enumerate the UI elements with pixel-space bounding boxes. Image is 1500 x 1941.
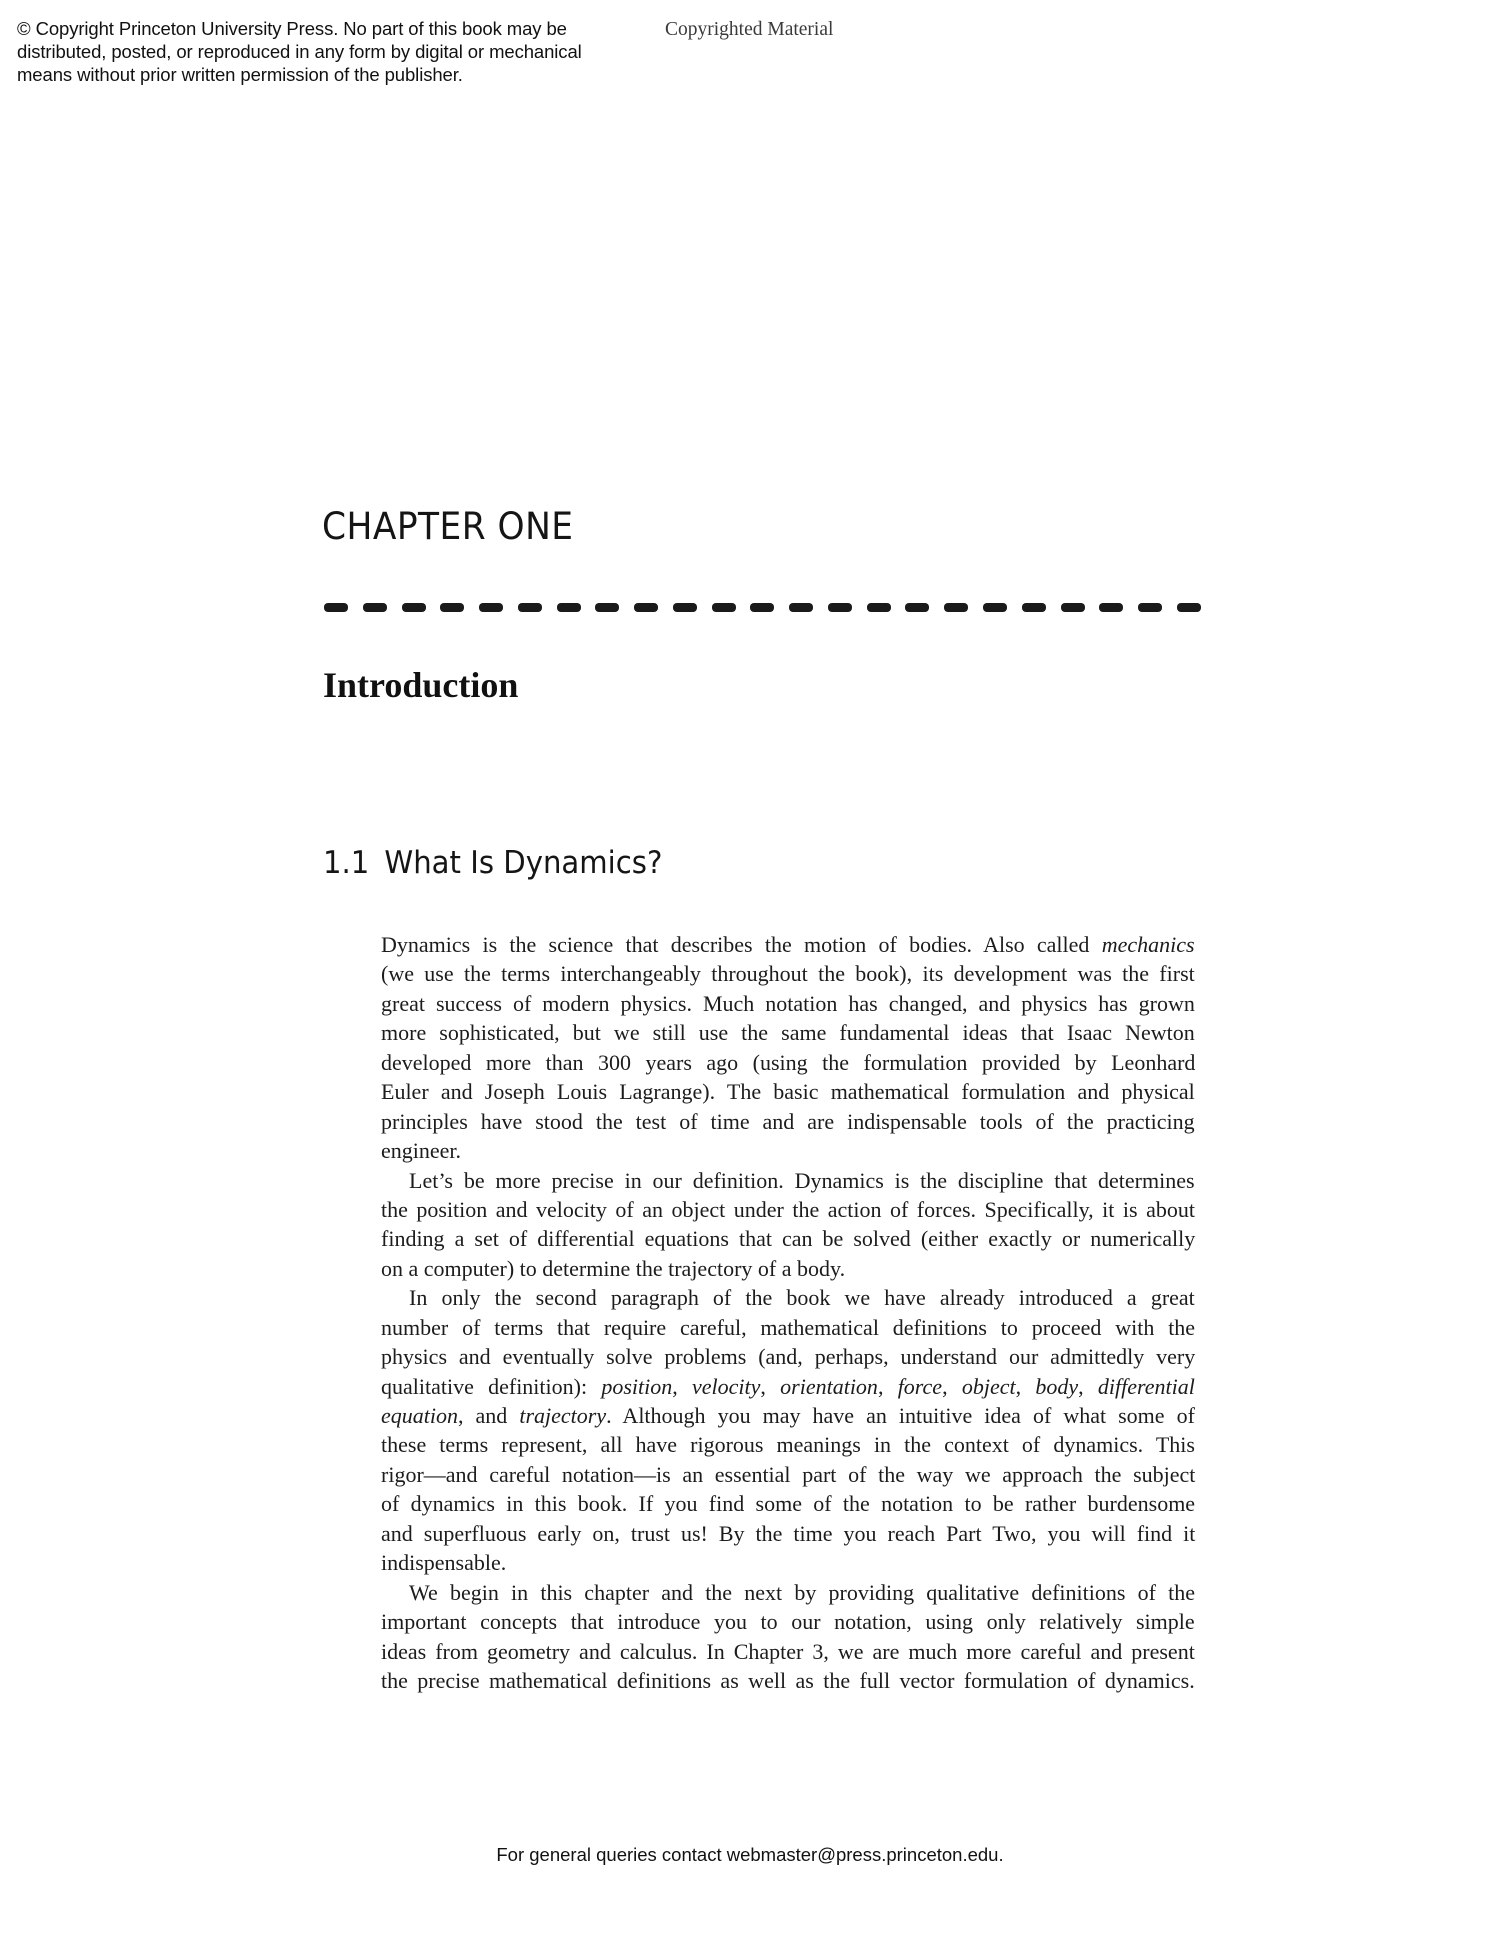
chapter-label: CHAPTER ONE xyxy=(322,505,574,548)
text-segment: qualitative definition): xyxy=(381,1373,602,1399)
dash-segment xyxy=(789,603,813,612)
section-title: What Is Dynamics? xyxy=(384,845,663,881)
italic-term: velocity xyxy=(692,1373,761,1399)
body-line xyxy=(381,1489,1195,1518)
body-line xyxy=(381,959,1195,988)
text-segment: , xyxy=(877,1373,898,1399)
text-segment: more sophisticated, but we still use the same fundamental ideas that Isaac Newton xyxy=(381,1020,1195,1046)
text-segment: physics and eventually solve problems (and, perhaps, understand our admittedly very xyxy=(381,1344,1196,1370)
body-line xyxy=(381,1254,1195,1283)
text-segment: , xyxy=(942,1373,962,1399)
body-line xyxy=(381,1578,1195,1607)
copyright-notice-line: means without prior written permission of the publisher. xyxy=(17,64,463,85)
chapter-title: Introduction xyxy=(323,665,519,705)
body-line xyxy=(381,1018,1195,1047)
text-segment: , xyxy=(760,1373,781,1399)
dash-segment xyxy=(828,603,852,612)
dash-segment xyxy=(1138,603,1162,612)
body-line xyxy=(381,1430,1195,1459)
text-segment: great success of modern physics. Much notation has changed, and physics has grown xyxy=(381,990,1195,1016)
body-line xyxy=(381,1637,1195,1666)
text-segment: engineer. xyxy=(381,1138,462,1164)
text-segment: We begin in this chapter and the next by providing qualitative definitions of the xyxy=(409,1579,1196,1605)
body-line xyxy=(381,1136,1195,1165)
body-line xyxy=(381,1342,1195,1371)
text-segment: ideas from geometry and calculus. In Chapter 3, we are much more careful and present xyxy=(381,1638,1195,1664)
italic-term: differential xyxy=(1097,1373,1195,1399)
text-segment: indispensable. xyxy=(381,1550,507,1576)
body-line xyxy=(381,1666,1195,1695)
body-line xyxy=(381,1195,1195,1224)
body-line xyxy=(381,1107,1195,1136)
text-segment: Let’s be more precise in our definition. Dynamics is the discipline that determines xyxy=(409,1167,1195,1193)
italic-term: trajectory xyxy=(519,1403,607,1428)
dash-segment xyxy=(1061,603,1085,612)
text-segment: (we use the terms interchangeably throughout the book), its development was the first xyxy=(381,961,1195,987)
text-segment: Dynamics is the science that describes the motion of bodies. Also called xyxy=(381,932,1102,957)
dash-segment xyxy=(944,603,968,612)
text-segment: and superfluous early on, trust us! By the time you reach Part Two, you will find it xyxy=(381,1520,1196,1546)
dash-segment xyxy=(1177,603,1201,612)
copyrighted-material-watermark: Copyrighted Material xyxy=(665,19,834,40)
body-line xyxy=(381,1313,1195,1342)
body-line xyxy=(381,1401,1195,1430)
body-line xyxy=(381,1224,1195,1253)
italic-term: object xyxy=(961,1373,1016,1399)
body-line xyxy=(381,1548,1195,1577)
text-segment: important concepts that introduce you to our notation, using only relatively simple xyxy=(381,1609,1195,1635)
text-segment: principles have stood the test of time and are indispensable tools of the practicing xyxy=(381,1108,1195,1134)
body-line xyxy=(381,989,1195,1018)
section-heading xyxy=(323,845,662,881)
text-segment: , xyxy=(1015,1373,1036,1399)
body-line xyxy=(381,1607,1195,1636)
section-number: 1.1 xyxy=(323,845,370,881)
dash-segment xyxy=(983,603,1007,612)
body-line xyxy=(381,1460,1195,1489)
text-segment: , xyxy=(1078,1373,1098,1399)
copyright-notice xyxy=(17,17,657,86)
dash-segment xyxy=(518,603,542,612)
text-segment: developed more than 300 years ago (using the formulation provided by Leonhard xyxy=(381,1049,1196,1075)
text-segment: the precise mathematical definitions as well as the full vector formulation of dynamics. xyxy=(381,1667,1195,1693)
dash-segment xyxy=(905,603,929,612)
dash-segment xyxy=(595,603,619,612)
dash-segment xyxy=(402,603,426,612)
text-segment: . Although you may have an intuitive idea of what some of xyxy=(606,1403,1195,1428)
footer-contact: For general queries contact webmaster@press.princeton.edu. xyxy=(496,1844,1004,1865)
text-segment: these terms represent, all have rigorous meanings in the context of dynamics. This xyxy=(381,1432,1195,1458)
body-line xyxy=(381,1519,1195,1548)
text-segment: number of terms that require careful, mathematical definitions to proceed with the xyxy=(381,1314,1196,1340)
dash-segment xyxy=(867,603,891,612)
text-segment: on a computer) to determine the trajectory of a body. xyxy=(381,1255,846,1281)
text-segment: finding a set of differential equations that can be solved (either exactly or numerically xyxy=(381,1226,1196,1252)
dash-segment xyxy=(1099,603,1123,612)
copyright-notice-line: distributed, posted, or reproduced in any form by digital or mechanical xyxy=(17,41,582,62)
dash-segment xyxy=(324,603,348,612)
text-segment: the position and velocity of an object under the action of forces. Specifically, it is about xyxy=(381,1196,1195,1222)
italic-term: equation xyxy=(381,1403,458,1428)
dashed-divider xyxy=(324,603,1201,612)
italic-term: body xyxy=(1035,1373,1079,1399)
copyright-notice-line: © Copyright Princeton University Press. No part of this book may be xyxy=(17,18,567,39)
text-segment: rigor—and careful notation—is an essential part of the way we approach the subject xyxy=(381,1461,1196,1487)
italic-term: mechanics xyxy=(1101,932,1195,957)
body-line xyxy=(381,1372,1195,1401)
dash-segment xyxy=(673,603,697,612)
body-line xyxy=(381,1166,1195,1195)
body-text xyxy=(381,930,1195,1695)
dash-segment xyxy=(440,603,464,612)
body-line xyxy=(381,1048,1195,1077)
dash-segment xyxy=(557,603,581,612)
dash-segment xyxy=(750,603,774,612)
text-segment: Euler and Joseph Louis Lagrange). The basic mathematical formulation and physical xyxy=(381,1079,1195,1105)
body-line xyxy=(381,1077,1195,1106)
dash-segment xyxy=(634,603,658,612)
dash-segment xyxy=(479,603,503,612)
text-segment: of dynamics in this book. If you find some of the notation to be rather burdensome xyxy=(381,1491,1196,1517)
italic-term: orientation xyxy=(780,1373,878,1399)
italic-term: position xyxy=(601,1373,673,1399)
text-segment: , xyxy=(672,1373,692,1399)
dash-segment xyxy=(363,603,387,612)
body-line xyxy=(381,930,1195,959)
dash-segment xyxy=(1022,603,1046,612)
text-segment: In only the second paragraph of the book we have already introduced a great xyxy=(409,1285,1195,1311)
text-segment: , and xyxy=(458,1403,520,1428)
body-line xyxy=(381,1283,1195,1312)
dash-segment xyxy=(712,603,736,612)
italic-term: force xyxy=(897,1373,943,1399)
